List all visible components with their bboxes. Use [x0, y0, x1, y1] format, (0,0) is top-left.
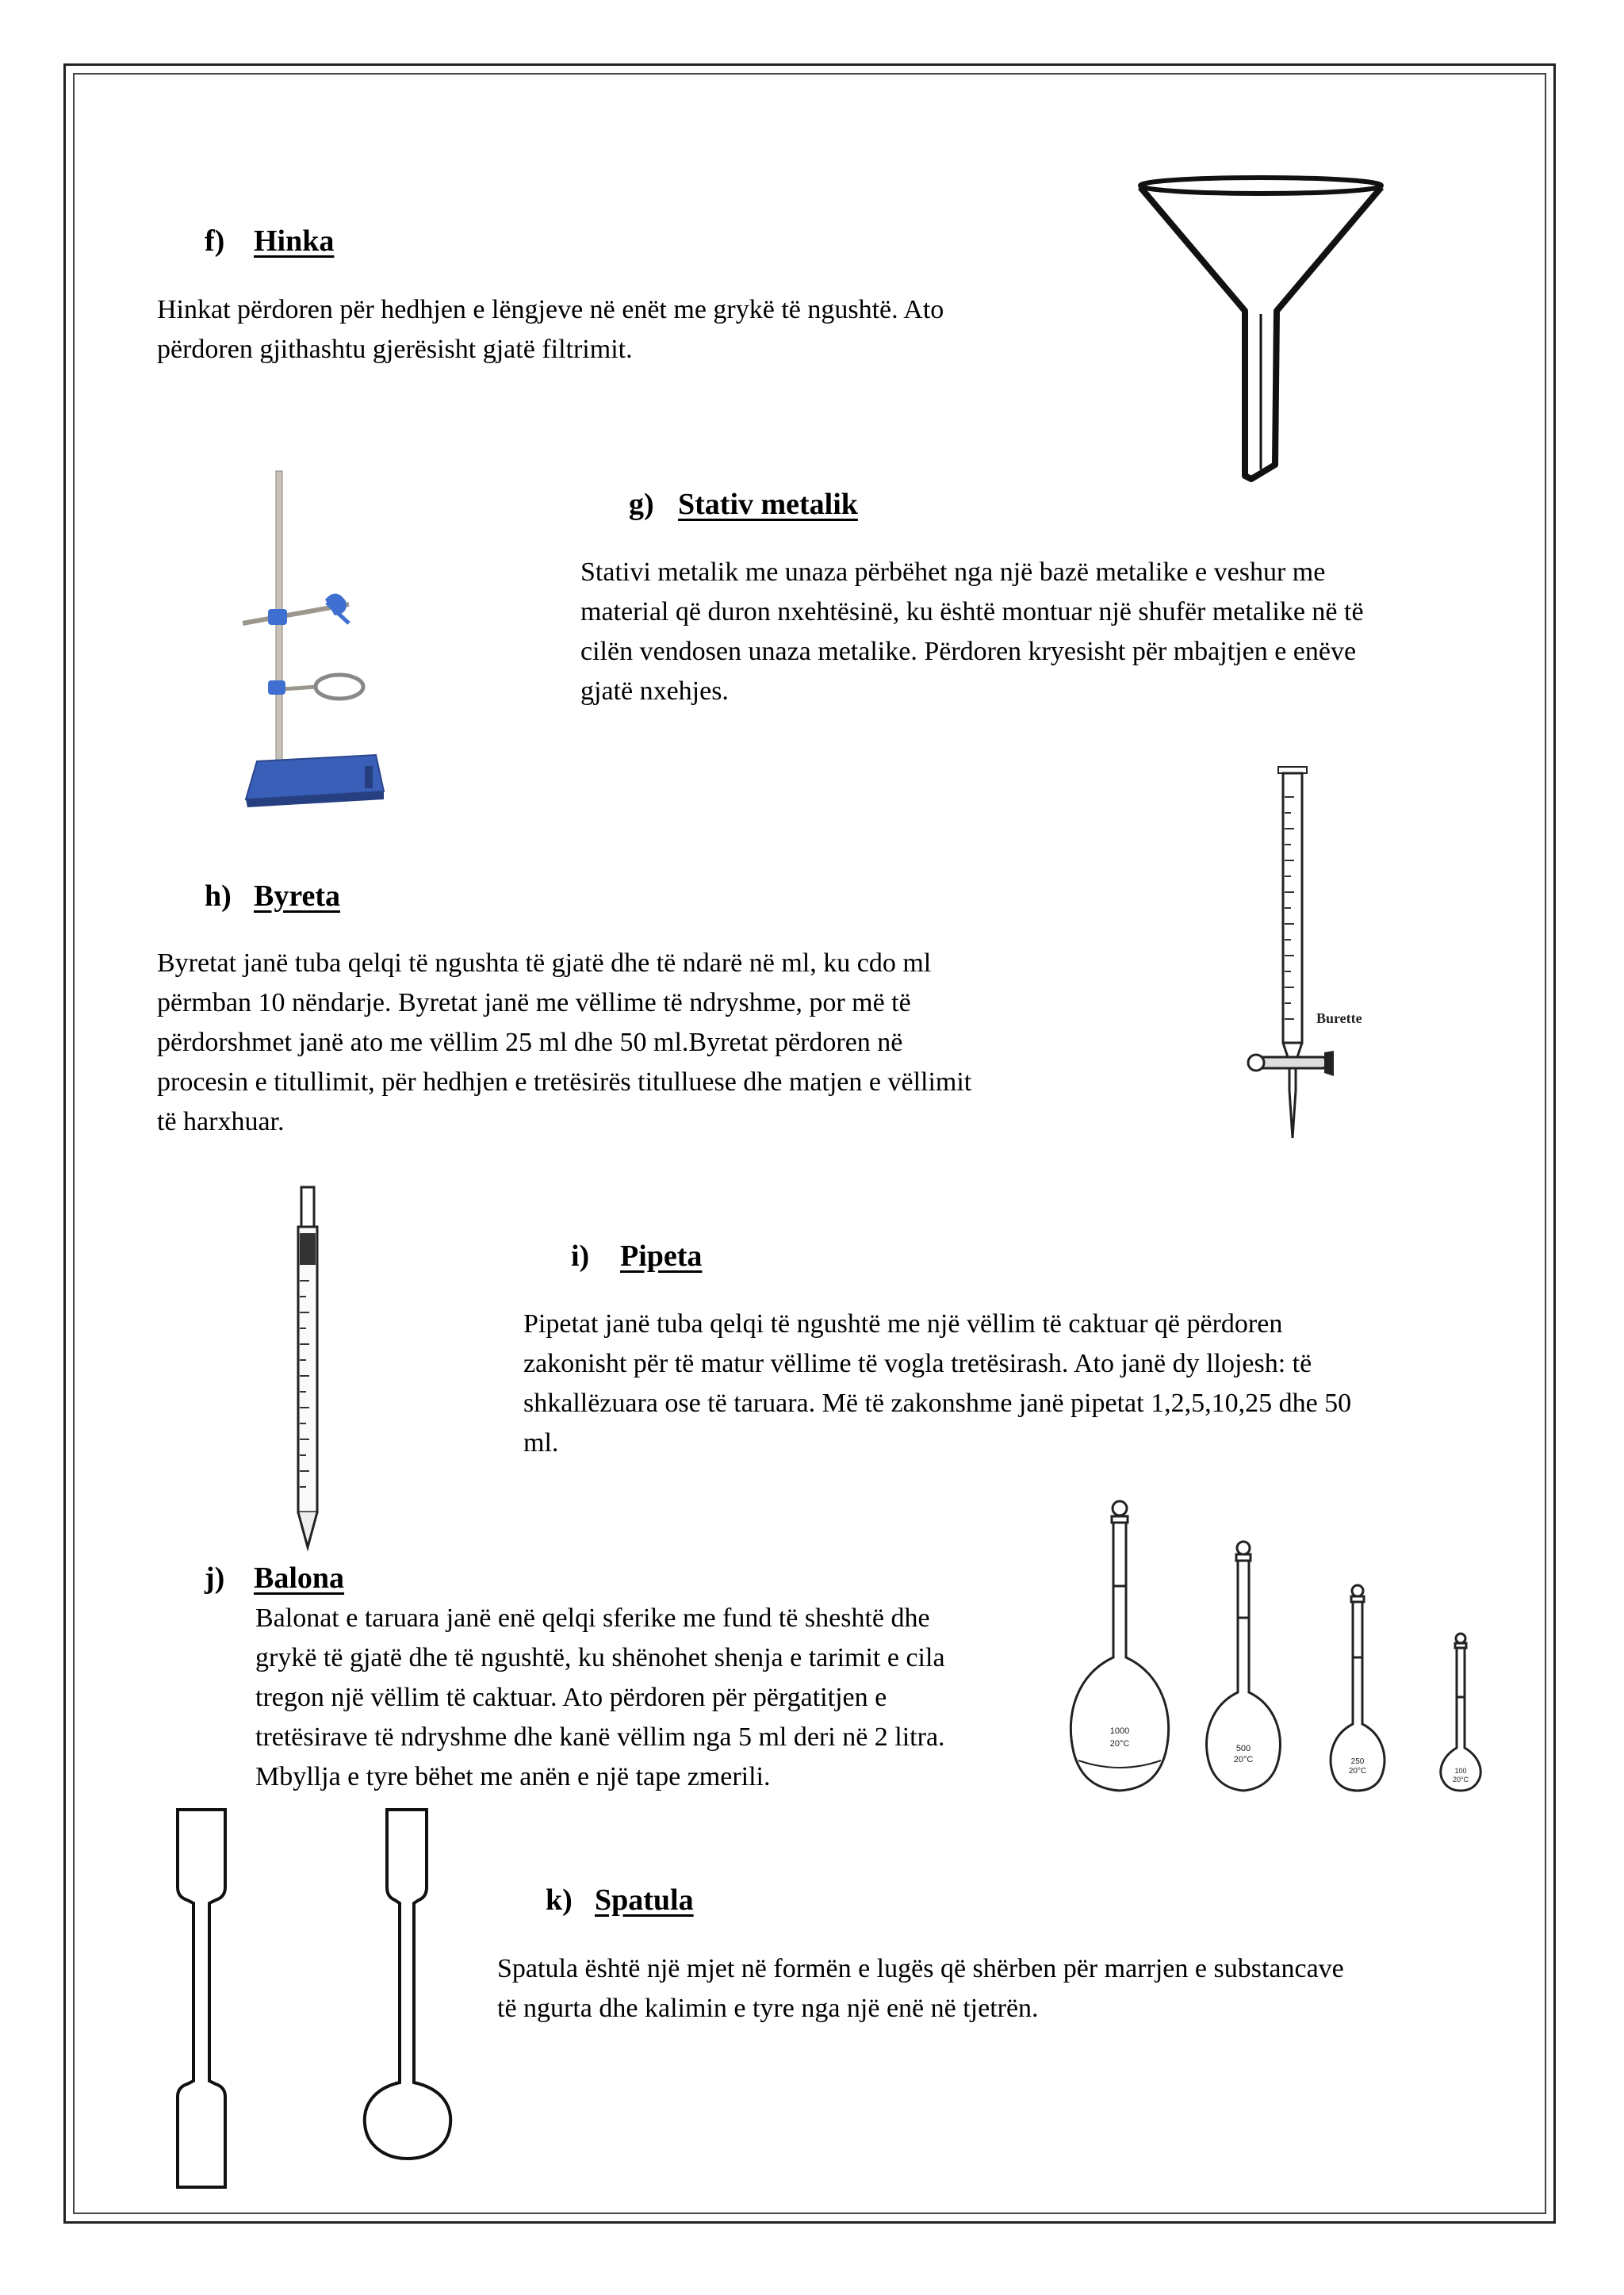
section-heading-balona [205, 1561, 344, 1596]
text-line: tretësirave të ndryshme dhe kanë vëllim nga 5 ml deri në 2 litra. [255, 1722, 945, 1752]
paragraph-pipeta [523, 1305, 1522, 1463]
section-letter: f) [205, 224, 225, 258]
text-line: shkallëzuara ose të taruara. Më të zakonshme janë pipetat 1,2,5,10,25 dhe 50 [523, 1389, 1352, 1418]
paragraph-byreta [157, 944, 1212, 1142]
text-line: Balonat e taruara janë enë qelqi sferike me fund të sheshtë dhe [255, 1603, 930, 1633]
section-letter: h) [205, 879, 232, 913]
paragraph-balona [255, 1599, 1064, 1797]
flask-volume-label: 250 [1350, 1757, 1365, 1766]
text-line: cilën vendosen unaza metalike. Përdoren kryesisht për mbajtjen e enëve [580, 637, 1357, 666]
text-line: përmban 10 nëndarje. Byretat janë me vëllime të ndryshme, por më të [157, 988, 911, 1017]
burette-illustration [1221, 765, 1396, 1146]
section-heading-byreta [205, 879, 340, 914]
section-letter: k) [546, 1883, 573, 1917]
section-title: Balona [254, 1561, 345, 1595]
text-line: tregon një vëllim të caktuar. Ato përdoren për përgatitjen e [255, 1683, 887, 1712]
flask-volume-label: 1000 [1109, 1726, 1130, 1736]
text-line: të ngurta dhe kalimin e tyre nga një enë në tjetrën. [497, 1994, 1039, 2023]
section-title: Stativ metalik [678, 488, 858, 521]
flask-volume-label: 500 [1235, 1744, 1251, 1753]
flask-volume-label: 100 [1454, 1767, 1467, 1775]
text-line: të harxhuar. [157, 1107, 285, 1136]
text-line: zakonisht për të matur vëllime të vogla tretësirash. Ato janë dy llojesh: të [523, 1349, 1312, 1378]
section-title: Pipeta [620, 1239, 703, 1273]
burette-graduations [1285, 797, 1294, 1019]
flask-temp-label: 20°C [1233, 1755, 1254, 1764]
volumetric-flasks-illustration [1063, 1499, 1507, 1800]
text-line: gjatë nxehjes. [580, 676, 729, 706]
section-heading-spatula [546, 1883, 694, 1918]
paragraph-stativ [580, 553, 1516, 711]
text-line: Spatula është një mjet në formën e lugës që shërben për marrjen e substancave [497, 1954, 1344, 1983]
spatulas-illustration [173, 1806, 490, 2195]
text-line: përdorshmet janë ato me vëllim 25 ml dhe 50 ml.Byretat përdoren në [157, 1028, 903, 1057]
burette-label: Burette [1316, 1010, 1362, 1026]
section-title: Hinka [254, 224, 335, 258]
flask-temp-label: 20°C [1109, 1739, 1130, 1749]
text-line: përdoren gjithashtu gjerësisht gjatë filtrimit. [157, 335, 633, 364]
text-line: grykë të gjatë dhe të ngushtë, ku shënohet shenja e tarimit e cila [255, 1643, 945, 1672]
section-title: Spatula [595, 1883, 694, 1917]
ring-stand-illustration [238, 468, 396, 817]
pipette-illustration [285, 1186, 333, 1550]
section-heading-stativ [629, 487, 858, 522]
double-spatula [178, 1810, 225, 2187]
text-line: procesin e titullimit, për hedhjen e tretësirës titulluese dhe matjen e vëllimit [157, 1067, 972, 1097]
text-line: Stativi metalik me unaza përbëhet nga një bazë metalike e veshur me [580, 557, 1326, 587]
spoon-spatula [365, 1810, 450, 2159]
text-line: Byretat janë tuba qelqi të ngushta të gjatë dhe të ndarë në ml, ku cdo ml [157, 948, 932, 978]
section-heading-hinka [205, 224, 334, 259]
text-line: Hinkat përdoren për hedhjen e lëngjeve në enët me grykë të ngushtë. Ato [157, 295, 944, 324]
paragraph-hinka [157, 290, 1140, 370]
paragraph-spatula [497, 1949, 1520, 2029]
flask-temp-label: 20°C [1348, 1767, 1367, 1776]
section-letter: j) [205, 1561, 225, 1595]
text-line: ml. [523, 1428, 559, 1458]
section-title: Byreta [254, 879, 341, 913]
funnel-illustration [1134, 174, 1388, 484]
flask-temp-label: 20°C [1452, 1776, 1469, 1784]
text-line: Pipetat janë tuba qelqi të ngushtë me një vëllim të caktuar që përdoren [523, 1309, 1283, 1339]
text-line: Mbyllja e tyre bëhet me anën e një tape zmerili. [255, 1762, 771, 1791]
section-letter: i) [571, 1239, 590, 1273]
section-letter: g) [629, 488, 654, 521]
text-line: material që duron nxehtësinë, ku është montuar një shufër metalike në të [580, 597, 1364, 626]
section-heading-pipeta [571, 1239, 702, 1274]
